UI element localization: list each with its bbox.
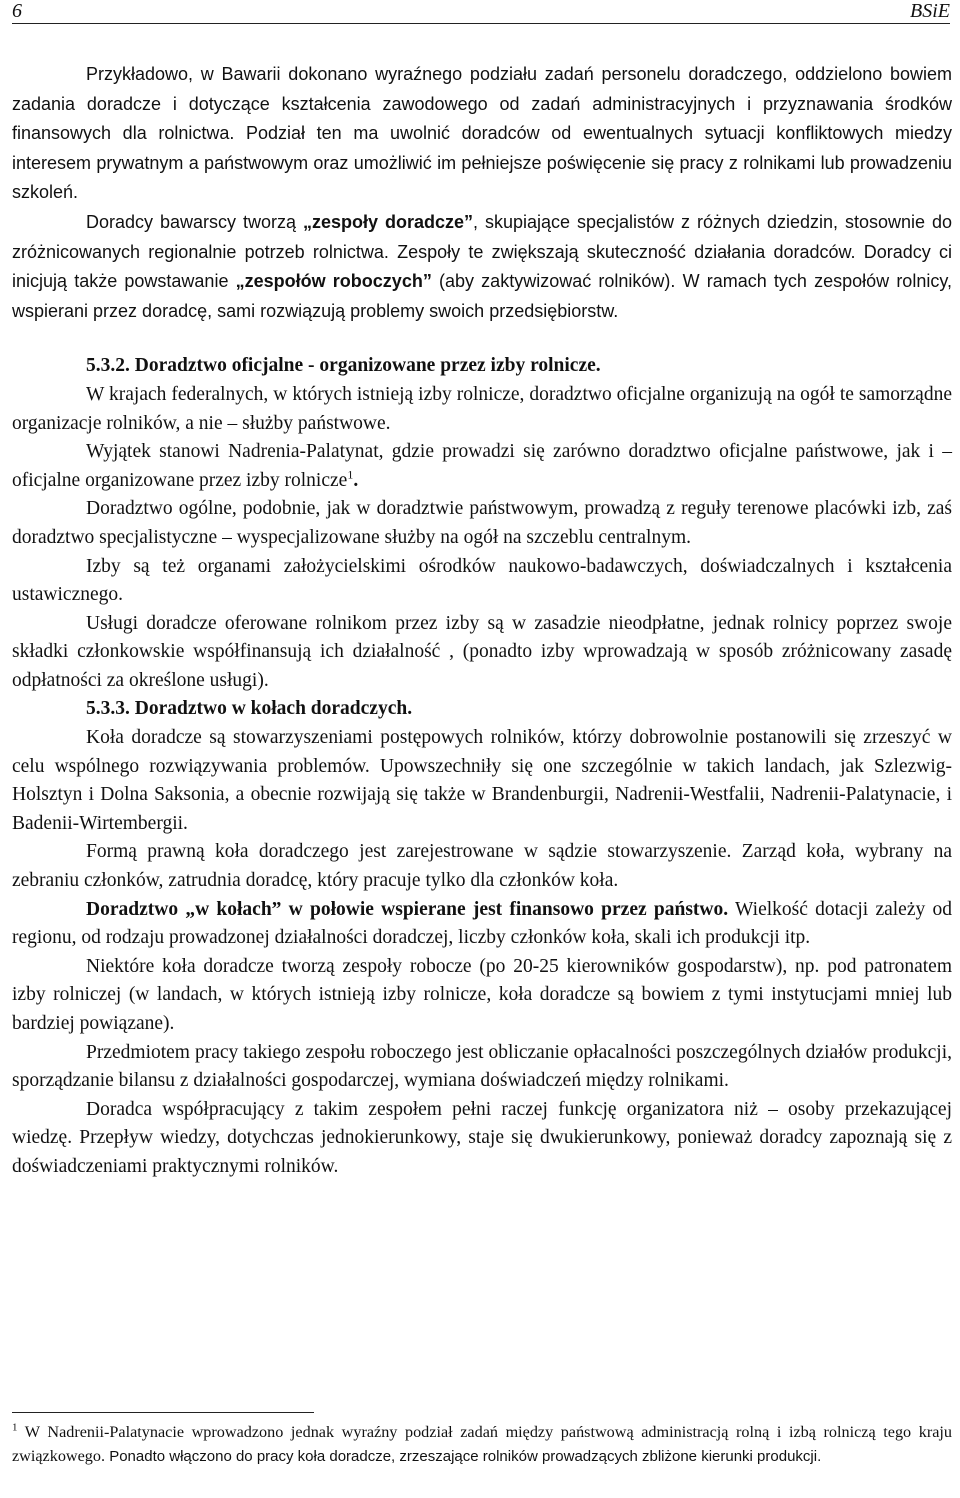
text-run: W Nadrenii-Palatynacie wprowadzono jednak wyraźny podział zadań między państwową administracją rolną i izbą rolniczą tego kraju związkowego. bbox=[12, 1423, 952, 1465]
text-run: Wyjątek stanowi Nadrenia-Palatynat, gdzie prowadzi się zarówno doradztwo oficjalne państwowe, jak i – oficjalne organizowane przez izby rolnicze bbox=[12, 441, 952, 491]
paragraph: Izby są też organami założycielskimi ośrodków naukowo-badawczych, doświadczalnych i kształcenia ustawicznego. bbox=[12, 555, 952, 606]
text-run: (aby zaktywizować rolników). bbox=[431, 271, 676, 292]
paragraph: Doradca współpracujący z takim zespołem pełni raczej funkcję organizatora niż – osoby przekazującej wiedzę. Przepływ wiedzy, dotychczas jednokierunkowy, staje się dwukierunkowy, ponieważ doradcy zapoznają się z doświadczeniami praktycznymi rolników. bbox=[12, 1098, 952, 1177]
text-run: Wielkość dotacji zależy od regionu, od rodzaju prowadzonej działalności doradczej, liczby członków koła, skali ich produkcji itp. bbox=[12, 898, 952, 949]
text-run: , skupiające specjalistów z różnych dziedzin, stosownie do zróżnicowanych regionalnie potrzeb rolnictwa. bbox=[12, 211, 953, 262]
paragraph: Formą prawną koła doradczego jest zarejestrowane w sądzie stowarzyszenie. Zarząd koła, wybrany na zebraniu członków, zatrudnia doradcę, który pracuje tylko dla członków koła. bbox=[12, 841, 952, 892]
section-heading: 5.3.2. Doradztwo oficjalne - organizowane przez izby rolnicze. bbox=[86, 355, 601, 377]
paragraph bbox=[12, 208, 952, 326]
footnote-rule bbox=[12, 1412, 314, 1413]
footnote-ref[interactable]: 1 bbox=[347, 467, 354, 482]
page-number: 6 bbox=[12, 0, 22, 22]
paragraph: Niektóre koła doradcze tworzą zespoły robocze (po 20-25 kierowników gospodarstw), np. pod patronatem izby rolniczej (w landach, w których istnieją izby rolnicze, koła doradcze są bowiem z tymi instytucjami mniej lub bardziej powiązane). bbox=[12, 955, 952, 1034]
main-text bbox=[12, 60, 952, 1182]
paragraph: Przedmiotem pracy takiego zespołu roboczego jest obliczanie opłacalności poszczególnych działów produkcji, sporządzanie bilansu z działalności gospodarczej, wymiana doświadczeń między rolnikami. bbox=[12, 1041, 952, 1092]
footnote bbox=[12, 1420, 952, 1469]
paragraph bbox=[12, 60, 952, 208]
paragraph: W krajach federalnych, w których istnieją izby rolnicze, doradztwo oficjalne organizują na ogół te samorządne organizacje rolników, a nie – służby państwowe. bbox=[12, 383, 952, 434]
text-run: . bbox=[353, 469, 359, 491]
paragraph: Koła doradcze są stowarzyszeniami postępowych rolników, którzy dobrowolnie postanowili się zrzeszyć w celu wspólnego rozwiązywania problemów. Upowszechniły się one szczególnie w takich landach, jak Szlezwig-Holsztyn i Dolna Saksonia, a obecnie rozwijają się także w Brandenburgii, Nadrenii-Westfalii, Nadrenii-Palatynacie, i Badenii-Wirtembergii. bbox=[12, 727, 952, 834]
header-rule bbox=[12, 23, 950, 24]
paragraph bbox=[12, 896, 952, 953]
section-heading: 5.3.3. Doradztwo w kołach doradczych. bbox=[86, 698, 413, 720]
paragraph: Doradztwo ogólne, podobnie, jak w doradztwie państwowym, prowadzą z reguły terenowe placówki izb, zaś doradztwo specjalistyczne – wyspecjalizowane służby na ogół na szczeblu centralnym. bbox=[12, 498, 952, 548]
text-run: Ponadto włączono do pracy koła doradcze, zrzeszające rolników prowadzących zbliżone kierunki produkcji. bbox=[105, 1448, 822, 1465]
text-run: Zespoły te zwiększają skuteczność działania doradców. Doradcy ci inicjują także powstawanie bbox=[12, 241, 952, 292]
journal-name: BSiE bbox=[910, 0, 950, 22]
paragraph: Usługi doradcze oferowane rolnikom przez izby są w zasadzie nieodpłatne, jednak rolnicy poprzez swoje składki członkowskie współfinansują ich działalność , (ponadto izby wprowadzają w sposób zróżnicowany zasadę odpłatności za określone usługi). bbox=[12, 612, 952, 691]
text-run: W ramach tych zespołów rolnicy, wspierani przez doradcę, sami rozwiązują problemy swoich przedsiębiorstw. bbox=[12, 271, 952, 321]
text-run: Doradcy bawarscy tworzą bbox=[86, 211, 303, 232]
footnote-mark: 1 bbox=[12, 1421, 18, 1434]
bold-statement: Doradztwo „w kołach” w połowie wspierane jest finansowo przez państwo. bbox=[86, 898, 729, 920]
text-run: Podział ten ma uwolnić doradców od ewentualnych sytuacji konfliktowych miedzy interesem prywatnym a państwowym oraz umożliwić im pełniejsze poświęcenie się pracy z rolnikami lub prowadzeniu szkoleń. bbox=[12, 123, 952, 203]
bold-term: „zespoły doradcze” bbox=[302, 211, 473, 232]
text-run: Przykładowo, w Bawarii dokonano wyraźnego podziału zadań personelu doradczego, oddzielono bowiem zadania doradcze i dotyczące kształcenia zawodowego od zadań administracyjnych i przyznawania środków finansowych dla rolnictwa. bbox=[12, 64, 952, 144]
page-header bbox=[12, 0, 950, 22]
bold-term: „zespołów roboczych” bbox=[235, 271, 432, 292]
paragraph bbox=[12, 438, 952, 495]
